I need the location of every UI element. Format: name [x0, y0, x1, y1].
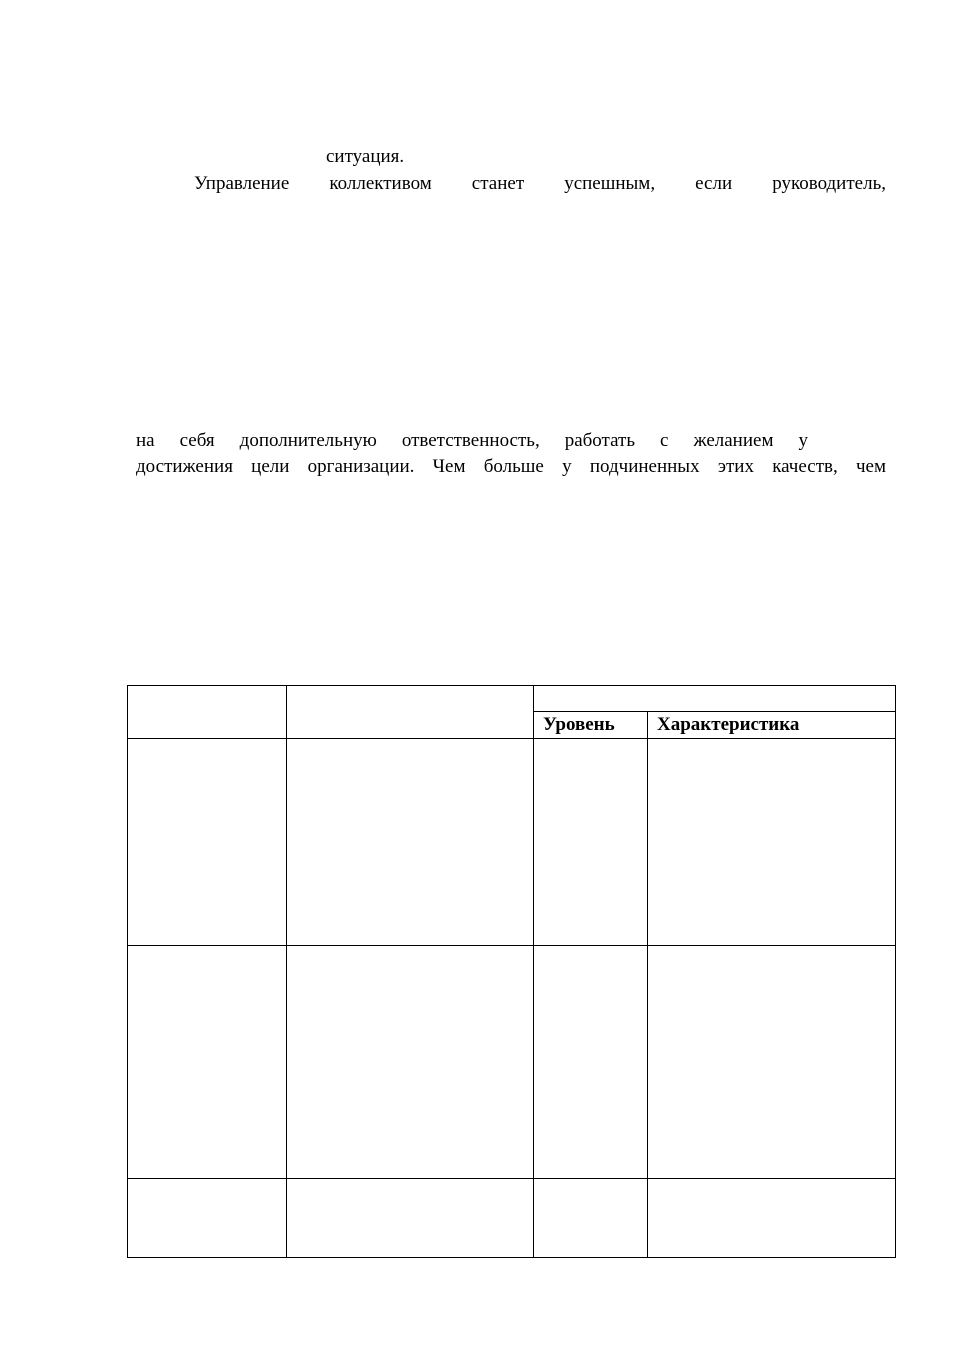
table-cell — [128, 739, 287, 946]
table-cell — [128, 946, 287, 1179]
table-cell — [534, 686, 896, 712]
table-cell — [128, 1179, 287, 1258]
table-cell — [534, 739, 648, 946]
text-line-1: ситуация. — [326, 146, 405, 167]
table-cell — [534, 1179, 648, 1258]
table-cell — [287, 686, 534, 739]
column-header-characteristic: Характеристика — [648, 712, 896, 739]
table-cell — [648, 739, 896, 946]
table-cell — [648, 946, 896, 1179]
table-cell — [534, 946, 648, 1179]
text-line-3: на себя дополнительную ответственность, работать с желанием у — [136, 430, 808, 451]
column-header-level: Уровень — [534, 712, 648, 739]
data-table — [127, 685, 896, 1258]
table-header-row-top — [128, 686, 896, 712]
table-cell — [128, 686, 287, 739]
table-row — [128, 739, 896, 946]
table-row — [128, 1179, 896, 1258]
table-cell — [287, 739, 534, 946]
text-line-4: достижения цели организации. Чем больше у подчиненных этих качеств, чем — [136, 456, 886, 477]
table-cell — [287, 946, 534, 1179]
text-line-2: Управление коллективом станет успешным, если руководитель, — [194, 173, 886, 194]
table-cell — [287, 1179, 534, 1258]
table-cell — [648, 1179, 896, 1258]
table-row — [128, 946, 896, 1179]
